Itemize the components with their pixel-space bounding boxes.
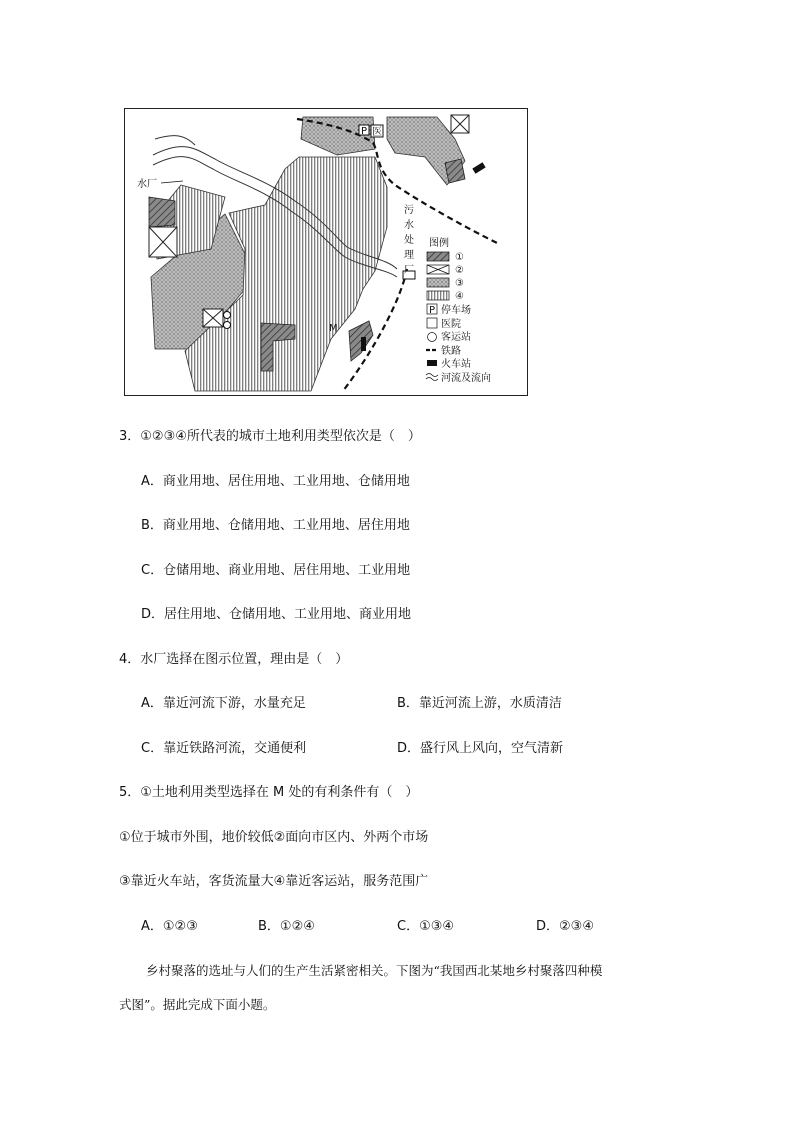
question-5-option-b[interactable]: B．①②④ (258, 919, 315, 934)
legend-item-parking: 停车场 (441, 305, 471, 316)
water-plant-label: 水厂 (137, 179, 157, 190)
question-5-condition-line-2: ③靠近火车站，客货流量大④靠近客运站，服务范围广 (119, 874, 429, 889)
M-label: M (329, 323, 338, 334)
train-station-icon (361, 337, 366, 351)
question-5-condition-line-1: ①位于城市外围，地价较低②面向市区内、外两个市场 (119, 830, 429, 845)
sewage-label-3: 处 (404, 235, 414, 246)
question-3-option-d[interactable]: D．居住用地、仓储用地、工业用地、商业用地 (141, 607, 412, 622)
question-4-option-b[interactable]: B．靠近河流上游，水质清洁 (397, 696, 562, 711)
section-intro-line-1: 乡村聚落的选址与人们的生产生活紧密相关。下图为“我国西北某地乡村聚落四种模 (146, 963, 603, 978)
legend-item-1: ① (455, 252, 464, 263)
hospital-label: 医 (372, 127, 382, 138)
legend-item-bus: 客运站 (441, 332, 471, 343)
legend-item-railway: 铁路 (441, 346, 461, 357)
question-5-option-d[interactable]: D．②③④ (536, 919, 594, 934)
question-4-option-c[interactable]: C．靠近铁路河流，交通便利 (141, 741, 307, 756)
parking-label: P (361, 126, 368, 137)
question-5-option-c[interactable]: C．①③④ (397, 919, 455, 934)
question-3-option-b[interactable]: B．商业用地、仓储用地、工业用地、居住用地 (141, 518, 410, 533)
bus-station-icon (224, 322, 231, 329)
map-drawing (125, 109, 529, 397)
legend-item-hospital: 医院 (441, 319, 461, 330)
svg-text:P: P (429, 305, 436, 316)
question-3-stem: 3．①②③④所代表的城市土地利用类型依次是（ ） (119, 429, 421, 444)
sewage-label-2: 水 (404, 220, 414, 231)
question-5-option-a[interactable]: A．①②③ (141, 919, 198, 934)
map-legend (426, 236, 491, 384)
sewage-label-5: 厂 (404, 265, 414, 276)
sewage-label-4: 理 (404, 250, 414, 261)
land-use-map (124, 108, 528, 396)
train-station-icon (472, 162, 485, 173)
question-3-option-c[interactable]: C．仓储用地、商业用地、居住用地、工业用地 (141, 563, 411, 578)
question-4-stem: 4．水厂选择在图示位置，理由是（ ） (119, 652, 349, 667)
bus-station-icon (224, 312, 231, 319)
legend-item-2: ② (455, 265, 464, 276)
legend-item-train: 火车站 (441, 359, 471, 370)
question-3-option-a[interactable]: A．商业用地、居住用地、工业用地、仓储用地 (141, 474, 410, 489)
question-4-option-a[interactable]: A．靠近河流下游，水量充足 (141, 696, 306, 711)
legend-item-3: ③ (455, 278, 464, 289)
sewage-label-1: 污 (404, 205, 414, 216)
question-5-stem: 5．①土地利用类型选择在 M 处的有利条件有（ ） (119, 785, 419, 800)
legend-title: 图例 (429, 238, 449, 249)
legend-item-river: 河流及流向 (441, 373, 491, 384)
section-intro-line-2: 式图”。据此完成下面小题。 (119, 997, 276, 1012)
legend-item-4: ④ (455, 291, 464, 302)
question-4-option-d[interactable]: D．盛行风上风向，空气清新 (397, 741, 564, 756)
